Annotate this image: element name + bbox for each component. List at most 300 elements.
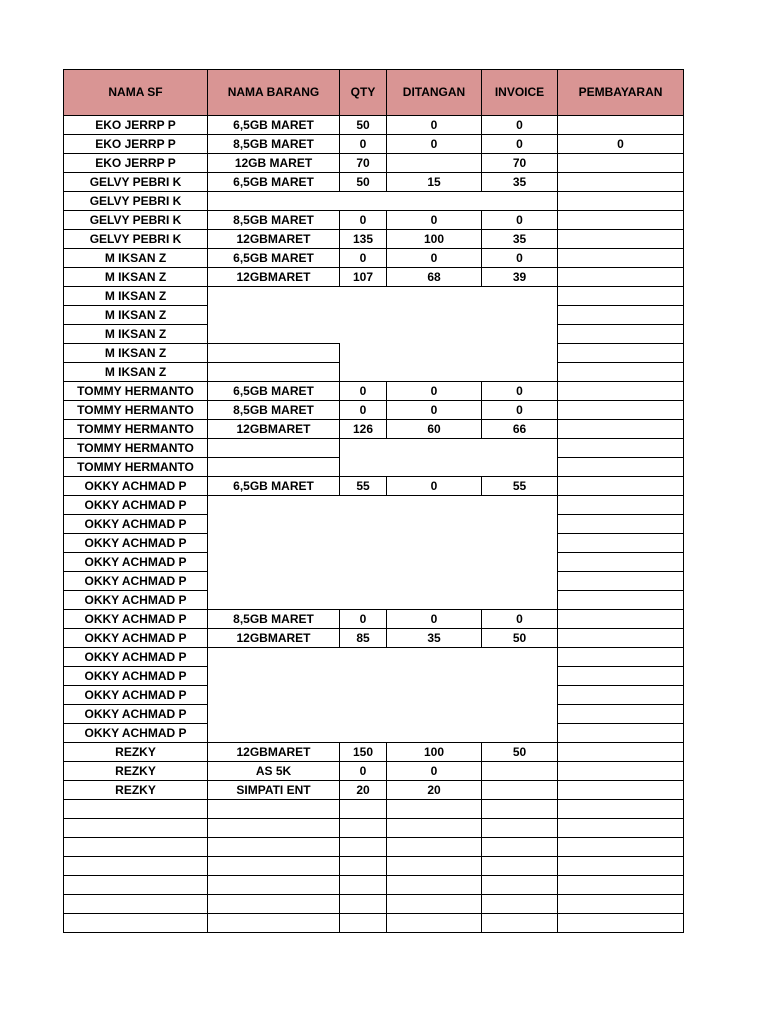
cell-ditangan[interactable]: 0 [387, 135, 482, 154]
cell-pembayaran[interactable] [558, 116, 684, 135]
cell-nama-barang[interactable]: 12GBMARET [208, 629, 340, 648]
table-row [64, 363, 684, 382]
cell-ditangan[interactable] [387, 344, 482, 363]
cell-qty[interactable] [340, 496, 387, 515]
cell-invoice[interactable] [482, 800, 558, 819]
cell-nama-sf[interactable]: TOMMY HERMANTO [64, 439, 208, 458]
cell-invoice[interactable] [482, 686, 558, 705]
cell-nama-barang[interactable]: 8,5GB MARET [208, 211, 340, 230]
table-row [64, 154, 684, 173]
cell-pembayaran[interactable] [558, 439, 684, 458]
cell-invoice[interactable] [482, 572, 558, 591]
cell-qty[interactable]: 55 [340, 477, 387, 496]
cell-nama-sf[interactable]: GELVY PEBRI K [64, 192, 208, 211]
cell-nama-barang[interactable]: 8,5GB MARET [208, 135, 340, 154]
cell-qty[interactable]: 0 [340, 211, 387, 230]
cell-pembayaran[interactable] [558, 724, 684, 743]
cell-nama-sf[interactable]: REZKY [64, 743, 208, 762]
cell-qty[interactable] [340, 838, 387, 857]
table-row [64, 401, 684, 420]
cell-invoice[interactable]: 55 [482, 477, 558, 496]
cell-qty[interactable]: 0 [340, 610, 387, 629]
table-row [64, 192, 684, 211]
cell-nama-barang[interactable] [208, 553, 340, 572]
cell-nama-sf[interactable]: GELVY PEBRI K [64, 173, 208, 192]
cell-pembayaran[interactable] [558, 667, 684, 686]
cell-invoice[interactable]: 39 [482, 268, 558, 287]
table-row [64, 477, 684, 496]
table-row [64, 230, 684, 249]
cell-invoice[interactable]: 70 [482, 154, 558, 173]
cell-pembayaran[interactable] [558, 515, 684, 534]
cell-nama-sf[interactable] [64, 895, 208, 914]
cell-pembayaran[interactable] [558, 249, 684, 268]
cell-nama-barang[interactable] [208, 325, 340, 344]
cell-pembayaran[interactable] [558, 610, 684, 629]
cell-pembayaran[interactable] [558, 838, 684, 857]
table-row [64, 705, 684, 724]
cell-pembayaran[interactable] [558, 211, 684, 230]
cell-nama-barang[interactable] [208, 534, 340, 553]
cell-nama-barang[interactable]: 12GB MARET [208, 154, 340, 173]
cell-nama-sf[interactable] [64, 819, 208, 838]
table-row [64, 116, 684, 135]
cell-nama-barang[interactable] [208, 192, 340, 211]
cell-qty[interactable] [340, 363, 387, 382]
cell-pembayaran[interactable] [558, 401, 684, 420]
cell-nama-sf[interactable] [64, 838, 208, 857]
cell-ditangan[interactable]: 35 [387, 629, 482, 648]
cell-nama-barang[interactable]: 12GBMARET [208, 743, 340, 762]
cell-pembayaran[interactable] [558, 553, 684, 572]
cell-qty[interactable]: 0 [340, 135, 387, 154]
cell-nama-sf[interactable]: EKO JERRP P [64, 116, 208, 135]
cell-invoice[interactable] [482, 895, 558, 914]
cell-invoice[interactable]: 35 [482, 173, 558, 192]
cell-ditangan[interactable]: 100 [387, 230, 482, 249]
cell-nama-sf[interactable]: M IKSAN Z [64, 363, 208, 382]
cell-ditangan[interactable] [387, 325, 482, 344]
table-row [64, 857, 684, 876]
cell-invoice[interactable] [482, 553, 558, 572]
header-pembayaran[interactable]: PEMBAYARAN [558, 70, 684, 116]
cell-ditangan[interactable]: 100 [387, 743, 482, 762]
cell-invoice[interactable] [482, 667, 558, 686]
cell-nama-sf[interactable] [64, 914, 208, 933]
cell-pembayaran[interactable] [558, 230, 684, 249]
cell-nama-sf[interactable] [64, 857, 208, 876]
cell-nama-sf[interactable]: OKKY ACHMAD P [64, 496, 208, 515]
cell-invoice[interactable] [482, 458, 558, 477]
cell-pembayaran[interactable] [558, 287, 684, 306]
cell-qty[interactable] [340, 876, 387, 895]
cell-ditangan[interactable] [387, 192, 482, 211]
table-row [64, 781, 684, 800]
cell-invoice[interactable]: 66 [482, 420, 558, 439]
cell-nama-barang[interactable]: 6,5GB MARET [208, 382, 340, 401]
table-row [64, 895, 684, 914]
cell-invoice[interactable]: 0 [482, 610, 558, 629]
cell-nama-sf[interactable]: REZKY [64, 781, 208, 800]
cell-nama-sf[interactable]: GELVY PEBRI K [64, 230, 208, 249]
cell-nama-barang[interactable] [208, 648, 340, 667]
cell-qty[interactable]: 107 [340, 268, 387, 287]
cell-ditangan[interactable]: 20 [387, 781, 482, 800]
cell-qty[interactable] [340, 857, 387, 876]
cell-nama-sf[interactable]: TOMMY HERMANTO [64, 401, 208, 420]
cell-invoice[interactable] [482, 648, 558, 667]
cell-invoice[interactable]: 0 [482, 382, 558, 401]
cell-qty[interactable] [340, 705, 387, 724]
table-row [64, 458, 684, 477]
cell-pembayaran[interactable] [558, 192, 684, 211]
cell-ditangan[interactable] [387, 306, 482, 325]
cell-qty[interactable] [340, 344, 387, 363]
cell-nama-sf[interactable]: REZKY [64, 762, 208, 781]
cell-pembayaran[interactable] [558, 819, 684, 838]
cell-qty[interactable] [340, 819, 387, 838]
cell-nama-barang[interactable]: 6,5GB MARET [208, 249, 340, 268]
cell-ditangan[interactable]: 0 [387, 211, 482, 230]
cell-nama-sf[interactable]: OKKY ACHMAD P [64, 572, 208, 591]
cell-nama-sf[interactable] [64, 800, 208, 819]
cell-qty[interactable] [340, 534, 387, 553]
cell-invoice[interactable] [482, 724, 558, 743]
cell-nama-barang[interactable] [208, 819, 340, 838]
cell-invoice[interactable]: 0 [482, 249, 558, 268]
cell-qty[interactable] [340, 895, 387, 914]
cell-pembayaran[interactable] [558, 534, 684, 553]
header-ditangan[interactable]: DITANGAN [387, 70, 482, 116]
cell-pembayaran[interactable]: 0 [558, 135, 684, 154]
cell-ditangan[interactable] [387, 458, 482, 477]
cell-ditangan[interactable] [387, 515, 482, 534]
cell-ditangan[interactable] [387, 800, 482, 819]
cell-ditangan[interactable] [387, 363, 482, 382]
cell-invoice[interactable] [482, 591, 558, 610]
cell-pembayaran[interactable] [558, 325, 684, 344]
table-row [64, 306, 684, 325]
cell-nama-barang[interactable]: 12GBMARET [208, 420, 340, 439]
cell-invoice[interactable]: 35 [482, 230, 558, 249]
cell-nama-barang[interactable] [208, 287, 340, 306]
cell-invoice[interactable] [482, 325, 558, 344]
cell-nama-barang[interactable] [208, 591, 340, 610]
cell-invoice[interactable]: 50 [482, 743, 558, 762]
cell-nama-sf[interactable]: OKKY ACHMAD P [64, 477, 208, 496]
cell-pembayaran[interactable] [558, 629, 684, 648]
cell-pembayaran[interactable] [558, 458, 684, 477]
cell-invoice[interactable]: 0 [482, 211, 558, 230]
cell-ditangan[interactable] [387, 914, 482, 933]
cell-nama-sf[interactable]: OKKY ACHMAD P [64, 667, 208, 686]
cell-nama-barang[interactable]: AS 5K [208, 762, 340, 781]
cell-nama-sf[interactable]: OKKY ACHMAD P [64, 686, 208, 705]
cell-ditangan[interactable] [387, 686, 482, 705]
cell-qty[interactable]: 135 [340, 230, 387, 249]
cell-nama-sf[interactable]: M IKSAN Z [64, 268, 208, 287]
cell-qty[interactable]: 0 [340, 401, 387, 420]
cell-qty[interactable] [340, 800, 387, 819]
cell-nama-sf[interactable]: OKKY ACHMAD P [64, 629, 208, 648]
table-row [64, 572, 684, 591]
table-row [64, 515, 684, 534]
cell-nama-barang[interactable] [208, 914, 340, 933]
cell-ditangan[interactable] [387, 496, 482, 515]
cell-ditangan[interactable]: 15 [387, 173, 482, 192]
cell-nama-barang[interactable] [208, 857, 340, 876]
cell-nama-sf[interactable]: M IKSAN Z [64, 306, 208, 325]
cell-nama-barang[interactable] [208, 363, 340, 382]
cell-ditangan[interactable]: 0 [387, 477, 482, 496]
cell-qty[interactable] [340, 287, 387, 306]
cell-pembayaran[interactable] [558, 477, 684, 496]
cell-qty[interactable] [340, 914, 387, 933]
cell-qty[interactable] [340, 192, 387, 211]
cell-pembayaran[interactable] [558, 876, 684, 895]
cell-pembayaran[interactable] [558, 344, 684, 363]
cell-nama-sf[interactable]: GELVY PEBRI K [64, 211, 208, 230]
cell-nama-barang[interactable]: 8,5GB MARET [208, 401, 340, 420]
cell-pembayaran[interactable] [558, 762, 684, 781]
cell-ditangan[interactable]: 0 [387, 116, 482, 135]
cell-invoice[interactable]: 50 [482, 629, 558, 648]
cell-qty[interactable] [340, 648, 387, 667]
spreadsheet-table [63, 69, 684, 933]
cell-ditangan[interactable] [387, 857, 482, 876]
cell-nama-barang[interactable]: 6,5GB MARET [208, 116, 340, 135]
cell-qty[interactable]: 85 [340, 629, 387, 648]
cell-invoice[interactable] [482, 192, 558, 211]
cell-ditangan[interactable]: 0 [387, 382, 482, 401]
cell-pembayaran[interactable] [558, 268, 684, 287]
cell-qty[interactable] [340, 306, 387, 325]
cell-pembayaran[interactable] [558, 496, 684, 515]
table-row [64, 800, 684, 819]
table-row [64, 268, 684, 287]
cell-pembayaran[interactable] [558, 173, 684, 192]
cell-pembayaran[interactable] [558, 686, 684, 705]
cell-ditangan[interactable]: 0 [387, 249, 482, 268]
cell-nama-sf[interactable] [64, 876, 208, 895]
cell-qty[interactable]: 0 [340, 249, 387, 268]
cell-pembayaran[interactable] [558, 743, 684, 762]
cell-invoice[interactable] [482, 496, 558, 515]
cell-ditangan[interactable] [387, 705, 482, 724]
cell-nama-sf[interactable]: OKKY ACHMAD P [64, 648, 208, 667]
cell-ditangan[interactable] [387, 895, 482, 914]
cell-invoice[interactable]: 0 [482, 116, 558, 135]
cell-nama-barang[interactable] [208, 895, 340, 914]
cell-qty[interactable]: 50 [340, 116, 387, 135]
table-row [64, 876, 684, 895]
cell-nama-sf[interactable]: OKKY ACHMAD P [64, 591, 208, 610]
cell-qty[interactable]: 0 [340, 762, 387, 781]
cell-invoice[interactable] [482, 534, 558, 553]
cell-nama-sf[interactable]: M IKSAN Z [64, 325, 208, 344]
table-body [64, 116, 684, 933]
cell-nama-sf[interactable]: EKO JERRP P [64, 154, 208, 173]
table-row [64, 819, 684, 838]
cell-invoice[interactable] [482, 876, 558, 895]
cell-pembayaran[interactable] [558, 572, 684, 591]
cell-nama-sf[interactable]: OKKY ACHMAD P [64, 515, 208, 534]
cell-pembayaran[interactable] [558, 420, 684, 439]
header-nama-sf[interactable]: NAMA SF [64, 70, 208, 116]
cell-nama-barang[interactable] [208, 344, 340, 363]
table-row [64, 173, 684, 192]
cell-invoice[interactable] [482, 819, 558, 838]
cell-qty[interactable] [340, 591, 387, 610]
cell-nama-sf[interactable]: TOMMY HERMANTO [64, 382, 208, 401]
cell-nama-sf[interactable]: OKKY ACHMAD P [64, 553, 208, 572]
cell-pembayaran[interactable] [558, 857, 684, 876]
cell-nama-barang[interactable] [208, 572, 340, 591]
cell-nama-barang[interactable] [208, 838, 340, 857]
cell-ditangan[interactable] [387, 591, 482, 610]
table-row [64, 762, 684, 781]
cell-invoice[interactable]: 0 [482, 401, 558, 420]
cell-ditangan[interactable]: 0 [387, 401, 482, 420]
cell-nama-barang[interactable]: 6,5GB MARET [208, 477, 340, 496]
table-row [64, 553, 684, 572]
cell-invoice[interactable] [482, 914, 558, 933]
cell-nama-barang[interactable] [208, 515, 340, 534]
cell-invoice[interactable] [482, 857, 558, 876]
cell-pembayaran[interactable] [558, 591, 684, 610]
cell-qty[interactable]: 50 [340, 173, 387, 192]
table-row [64, 420, 684, 439]
cell-invoice[interactable] [482, 287, 558, 306]
cell-pembayaran[interactable] [558, 154, 684, 173]
cell-pembayaran[interactable] [558, 705, 684, 724]
cell-nama-sf[interactable]: OKKY ACHMAD P [64, 610, 208, 629]
cell-nama-barang[interactable] [208, 439, 340, 458]
cell-pembayaran[interactable] [558, 306, 684, 325]
cell-qty[interactable] [340, 439, 387, 458]
cell-nama-barang[interactable]: 12GBMARET [208, 230, 340, 249]
table-row [64, 667, 684, 686]
table-row [64, 686, 684, 705]
cell-pembayaran[interactable] [558, 800, 684, 819]
cell-pembayaran[interactable] [558, 363, 684, 382]
header-invoice[interactable]: INVOICE [482, 70, 558, 116]
cell-ditangan[interactable] [387, 154, 482, 173]
cell-invoice[interactable] [482, 781, 558, 800]
cell-nama-barang[interactable] [208, 458, 340, 477]
cell-nama-sf[interactable]: TOMMY HERMANTO [64, 420, 208, 439]
cell-nama-sf[interactable]: M IKSAN Z [64, 287, 208, 306]
cell-invoice[interactable] [482, 363, 558, 382]
cell-nama-sf[interactable]: OKKY ACHMAD P [64, 705, 208, 724]
cell-invoice[interactable] [482, 344, 558, 363]
cell-nama-barang[interactable]: 12GBMARET [208, 268, 340, 287]
cell-nama-barang[interactable] [208, 724, 340, 743]
header-qty[interactable]: QTY [340, 70, 387, 116]
cell-nama-barang[interactable] [208, 876, 340, 895]
cell-nama-barang[interactable] [208, 667, 340, 686]
cell-ditangan[interactable] [387, 572, 482, 591]
table-row [64, 287, 684, 306]
cell-pembayaran[interactable] [558, 914, 684, 933]
cell-pembayaran[interactable] [558, 895, 684, 914]
cell-invoice[interactable] [482, 515, 558, 534]
table-row [64, 591, 684, 610]
cell-qty[interactable]: 20 [340, 781, 387, 800]
cell-nama-sf[interactable]: M IKSAN Z [64, 344, 208, 363]
cell-qty[interactable]: 126 [340, 420, 387, 439]
cell-ditangan[interactable] [387, 534, 482, 553]
cell-ditangan[interactable] [387, 667, 482, 686]
cell-qty[interactable] [340, 325, 387, 344]
cell-pembayaran[interactable] [558, 648, 684, 667]
cell-nama-barang[interactable]: SIMPATI ENT [208, 781, 340, 800]
table-row [64, 914, 684, 933]
cell-invoice[interactable]: 0 [482, 135, 558, 154]
cell-ditangan[interactable] [387, 819, 482, 838]
cell-nama-sf[interactable]: M IKSAN Z [64, 249, 208, 268]
cell-ditangan[interactable]: 0 [387, 762, 482, 781]
cell-ditangan[interactable] [387, 724, 482, 743]
cell-nama-barang[interactable] [208, 306, 340, 325]
table-row [64, 135, 684, 154]
cell-qty[interactable] [340, 724, 387, 743]
cell-qty[interactable]: 0 [340, 382, 387, 401]
cell-pembayaran[interactable] [558, 781, 684, 800]
cell-qty[interactable]: 70 [340, 154, 387, 173]
cell-invoice[interactable] [482, 838, 558, 857]
cell-qty[interactable] [340, 458, 387, 477]
cell-nama-barang[interactable]: 8,5GB MARET [208, 610, 340, 629]
table-row [64, 439, 684, 458]
cell-nama-sf[interactable]: EKO JERRP P [64, 135, 208, 154]
cell-nama-sf[interactable]: TOMMY HERMANTO [64, 458, 208, 477]
header-row [64, 70, 684, 116]
cell-ditangan[interactable]: 68 [387, 268, 482, 287]
cell-nama-sf[interactable]: OKKY ACHMAD P [64, 724, 208, 743]
cell-ditangan[interactable] [387, 876, 482, 895]
cell-ditangan[interactable] [387, 439, 482, 458]
cell-invoice[interactable] [482, 439, 558, 458]
cell-ditangan[interactable] [387, 553, 482, 572]
cell-nama-sf[interactable]: OKKY ACHMAD P [64, 534, 208, 553]
cell-qty[interactable] [340, 686, 387, 705]
cell-invoice[interactable] [482, 705, 558, 724]
cell-nama-barang[interactable] [208, 496, 340, 515]
table-row [64, 382, 684, 401]
cell-ditangan[interactable] [387, 287, 482, 306]
cell-nama-barang[interactable] [208, 800, 340, 819]
cell-invoice[interactable] [482, 762, 558, 781]
cell-qty[interactable] [340, 515, 387, 534]
cell-invoice[interactable] [482, 306, 558, 325]
cell-pembayaran[interactable] [558, 382, 684, 401]
cell-qty[interactable] [340, 572, 387, 591]
cell-qty[interactable]: 150 [340, 743, 387, 762]
cell-nama-barang[interactable]: 6,5GB MARET [208, 173, 340, 192]
cell-nama-barang[interactable] [208, 686, 340, 705]
table-row [64, 724, 684, 743]
header-nama-barang[interactable]: NAMA BARANG [208, 70, 340, 116]
cell-ditangan[interactable] [387, 838, 482, 857]
cell-ditangan[interactable]: 0 [387, 610, 482, 629]
cell-nama-barang[interactable] [208, 705, 340, 724]
cell-qty[interactable] [340, 553, 387, 572]
table-row [64, 838, 684, 857]
cell-ditangan[interactable] [387, 648, 482, 667]
cell-ditangan[interactable]: 60 [387, 420, 482, 439]
cell-qty[interactable] [340, 667, 387, 686]
